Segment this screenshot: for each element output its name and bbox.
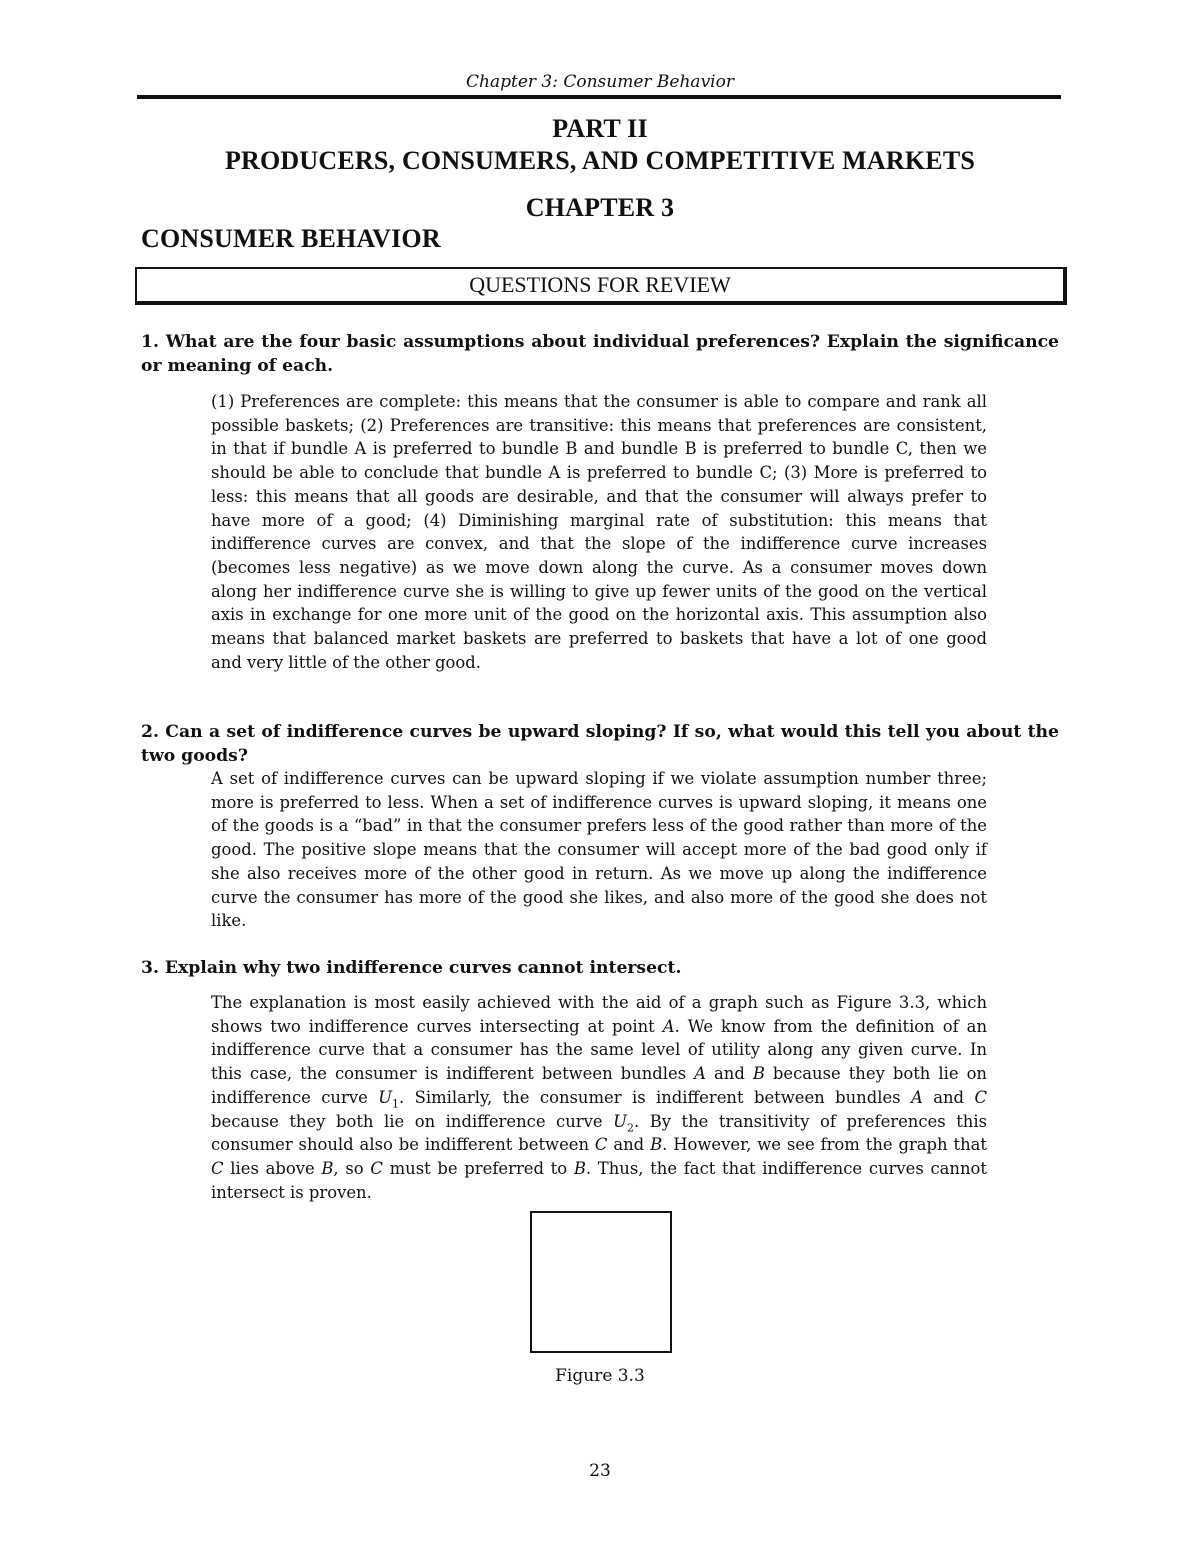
- answer-3-text: . However, we see from the graph that: [662, 1135, 987, 1155]
- answer-3-var: B: [321, 1158, 334, 1178]
- answer-1: (1) Preferences are complete: this means that the consumer is able to compare and rank all possible baskets; (2) Preferences are transitive: this means that preferences are consistent, in that if bundle A is preferred to bundle B and bundle B is preferred to bundle C, then we should be able to conclude that bundle A is preferred to bundle C; (3) More is preferred to less: this means that all goods are desirable, and that the consumer will always prefer to have more of a good; (4) Diminishing marginal rate of substitution: this means that indifference curves are convex, and that the slope of the indifference curve increases (becomes less negative) as we move down along the curve. As a consumer moves down along her indifference curve she is willing to give up fewer units of the good on the vertical axis in exchange for one more unit of the good on the horizontal axis. This assumption also means that balanced market baskets are preferred to baskets that have a lot of one good and very little of the other good.: [211, 392, 987, 672]
- question-2: 2. Can a set of indifference curves be upward sloping? If so, what would this tell you about the two goods?: [141, 722, 1059, 766]
- answer-3-var: U: [378, 1087, 393, 1107]
- page-number: 23: [589, 1461, 611, 1481]
- chapter-number: CHAPTER 3: [525, 193, 675, 222]
- answer-3-var: U: [613, 1111, 627, 1131]
- answer-3-text: and: [607, 1135, 651, 1155]
- answer-3-text: because they both lie on indifference curve: [211, 1111, 614, 1131]
- answer-3-text: . By the transitivity of preferences this consumer should also be indifferent between: [211, 1111, 987, 1155]
- answer-3-text: and: [922, 1087, 975, 1107]
- part-subtitle: PRODUCERS, CONSUMERS, AND COMPETITIVE MARKETS: [224, 146, 976, 175]
- section-heading-box: QUESTIONS FOR REVIEW: [135, 267, 1067, 305]
- answer-3-var: C: [211, 1158, 224, 1178]
- question-3: 3. Explain why two indifference curves cannot intersect.: [141, 958, 682, 978]
- answer-3-var: B: [650, 1135, 663, 1155]
- question-1: 1. What are the four basic assumptions about individual preferences? Explain the significance or meaning of each.: [141, 332, 1059, 376]
- answer-3-text: . We know from the definition of an indifference curve that a consumer has the same level of utility along any given curve. In this case, the consumer is indifferent between bundles: [211, 1016, 987, 1084]
- answer-3: [211, 991, 987, 1204]
- answer-3-subscript: 2: [626, 1120, 634, 1134]
- answer-3-var: C: [974, 1087, 987, 1107]
- answer-3-var: C: [594, 1135, 608, 1155]
- answer-3-subscript: 1: [392, 1097, 400, 1111]
- answer-3-text: lies above: [223, 1158, 322, 1178]
- answer-3-text: because they both lie on indifference curve: [211, 1064, 987, 1107]
- answer-2: A set of indifference curves can be upward sloping if we violate assumption number three; more is preferred to less. When a set of indifference curves is upward sloping, it means one of the goods is a “bad” in that the consumer prefers less of the good rather than more of the good. The positive slope means that the consumer will accept more of the bad good only if she also receives more of the other good in return. As we move up along the indifference curve the consumer has more of the good she likes, and also more of the good she does not like.: [211, 769, 987, 931]
- answer-3-text: and: [705, 1064, 753, 1084]
- chapter-title: CONSUMER BEHAVIOR: [141, 224, 441, 253]
- answer-3-var: B: [752, 1064, 765, 1084]
- answer-3-text: . Thus, the fact that indifference curves cannot intersect is proven.: [211, 1158, 987, 1202]
- part-title: PART II: [552, 114, 648, 143]
- answer-3-var: A: [694, 1064, 706, 1084]
- answer-3-var: B: [573, 1158, 586, 1178]
- answer-3-var: A: [910, 1087, 923, 1107]
- answer-3-text: must be preferred to: [382, 1158, 574, 1178]
- running-header: Chapter 3: Consumer Behavior: [466, 72, 734, 92]
- figure-caption: Figure 3.3: [555, 1366, 645, 1386]
- answer-3-text: . Similarly, the consumer is indifferent between bundles: [399, 1087, 911, 1107]
- answer-3-var: A: [662, 1016, 675, 1036]
- answer-3-text: , so: [333, 1158, 371, 1178]
- answer-3-var: C: [370, 1158, 383, 1178]
- answer-3-text: The explanation is most easily achieved with the aid of a graph such as Figure 3.3, which shows two indifference curves intersecting at point: [211, 993, 987, 1036]
- figure-placeholder: [530, 1211, 672, 1353]
- header-rule: [137, 95, 1061, 99]
